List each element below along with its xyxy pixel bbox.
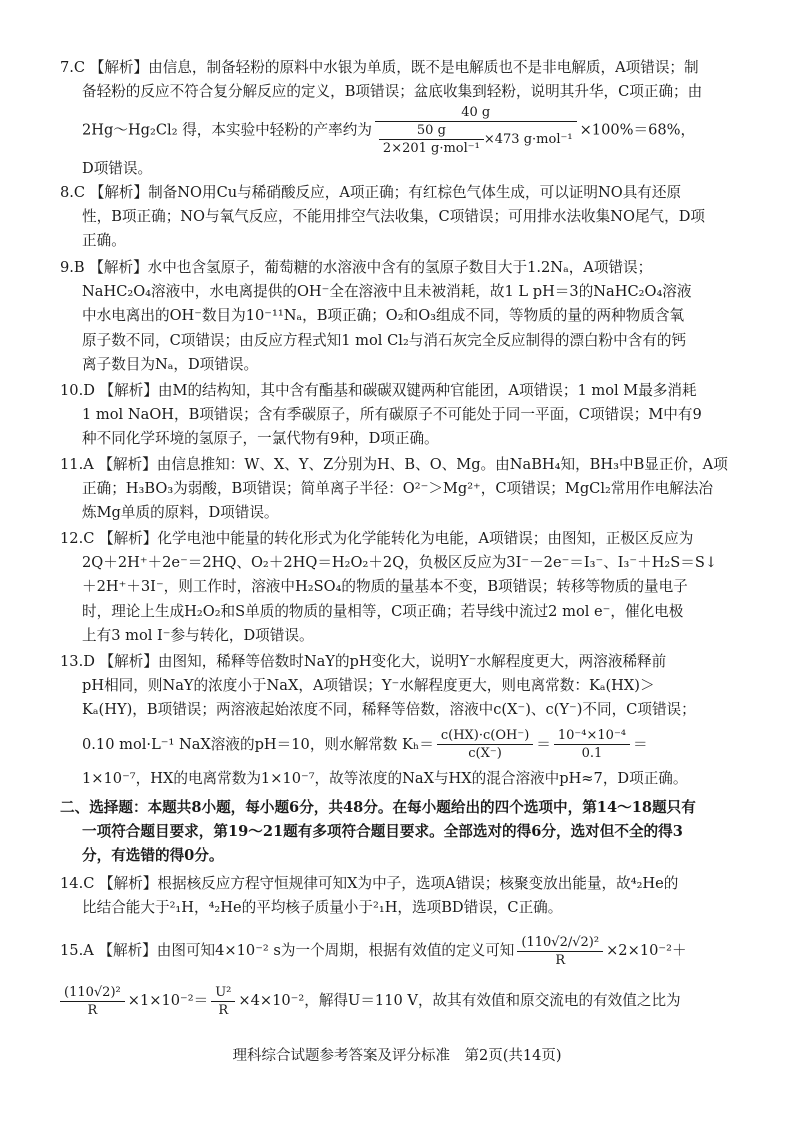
q7-line-4: D项错误。 xyxy=(82,160,153,178)
answer-q8: 8.C 【解析】制备NO用Cu与稀硝酸反应，A项正确；有红棕色气体生成，可以证明NO具有还原 性，B项正确；NO与氧气反应，不能用排空气法收集，C项错误；可用排水法收集NO尾气，D项 正确。 xyxy=(60,184,706,250)
page-footer: 理科综合试题参考答案及评分标准 第2页(共14页) xyxy=(232,1048,562,1064)
answer-q15 xyxy=(60,924,736,1024)
q15-fraction-3: $\frac{\text{U²}}{R}$ xyxy=(211,984,235,1019)
q7-line-2: 备轻粉的反应不符合复分解反应的定义，B项错误；盆底收集到轻粉，说明其升华，C项正确；由 xyxy=(82,83,703,101)
kh-fraction: $\frac{c(HX)\cdot c(OH^-)}{c(X^-)}$ xyxy=(437,727,533,762)
q13-line-4: 0.10 mol·L⁻¹ NaX溶液的pH＝10，则水解常数 Kₕ＝ $\frac{c(HX)\cdot c(OH^-)}{c(X^-)}$ ＝ $\frac{\text{10⁻⁴×10⁻⁴}}{0.1}$ ＝ xyxy=(82,728,648,762)
answer-q13: 13.D 【解析】由图知，稀释等倍数时NaY的pH变化大，说明Y⁻水解程度更大，两溶液稀释前 pH相同，则NaY的浓度小于NaX，A项错误；Y⁻水解程度更大，则电离常数：Kₐ(HX)＞ Kₐ(HY)，B项错误；两溶液起始浓度不同，稀释等倍数，溶液中c(X⁻)、c(Y⁻)不同，C项错误； 0.10 mol·L⁻¹ NaX溶液的pH＝10，则水解常数 Kₕ＝ $\frac{c(HX)\cdot c(OH^-)}{c(X^-)}$ ＝ $\frac{\text{10⁻⁴×10⁻⁴}}{0.1}$ ＝ 1×10⁻⁷，HX的电离常数为1×10⁻⁷，故等浓度的NaX与HX的混合溶液中pH≈7，D项正确。 xyxy=(60,650,736,791)
q15-fraction-2: $\frac{\text{(110√2)²}}{R}$ xyxy=(60,984,125,1019)
section-2-heading: 二、选择题：本题共8小题，每小题6分，共48分。在每小题给出的四个选项中，第14～18题只有 一项符合题目要求，第19～21题有多项符合题目要求。全部选对的得6分，选对但不全的得3 分，有选错的得0分。 xyxy=(60,799,696,865)
q7-line-1: 7.C 【解析】由信息，制备轻粉的原料中水银为单质，既不是电解质也不是非电解质，A项错误；制 xyxy=(60,59,699,76)
answer-q7 xyxy=(60,56,736,182)
q15-line-2: $\frac{\text{(110√2)²}}{R}$ ×1×10⁻²＝ $\frac{\text{U²}}{R}$ ×4×10⁻²，解得U＝110 V，故其有效值和原交流电的有效值之比为 xyxy=(60,978,736,1024)
kh-value-fraction: $\frac{\text{10⁻⁴×10⁻⁴}}{0.1}$ xyxy=(554,727,630,762)
answer-q12: 12.C 【解析】化学电池中能量的转化形式为化学能转化为电能，A项错误；由图知，正极区反应为 2Q＋2H⁺＋2e⁻＝2HQ、O₂＋2HQ＝H₂O₂＋2Q，负极区反应为3I⁻－2e⁻＝I₃⁻、I₃⁻＋H₂S＝S↓ ＋2H⁺＋3I⁻，则工作时，溶液中H₂SO₄的物质的量基本不变，B项错误；转移等物质的量电子 时，理论上生成H₂O₂和S单质的物质的量相等，C项正确；若导线中流过2 mol e⁻，催化电极 上有3 mol I⁻参与转化，D项错误。 xyxy=(60,530,718,644)
q15-fraction-1: $\frac{\text{(110√2/√2)²}}{R}$ xyxy=(517,934,603,969)
answer-q11: 11.A 【解析】由信息推知：W、X、Y、Z分别为H、B、O、Mg。由NaBH₄知，BH₃中B显正价，A项 正确；H₃BO₃为弱酸，B项错误；简单离子半径：O²⁻＞Mg²⁺，C项错误；MgCl₂常用作电解法冶 炼Mg单质的原料，D项错误。 xyxy=(60,456,728,522)
inner-fraction: $\frac{50 g}{\text{2×201 g·mol⁻¹}}$ xyxy=(379,122,484,157)
answer-q14: 14.C 【解析】根据核反应方程守恒规律可知X为中子，选项A错误；核聚变放出能量，故⁴₂He的 比结合能大于²₁H，⁴₂He的平均核子质量小于²₁H，选项BD错误，C正确。 xyxy=(60,875,679,917)
q7-line-3: 2Hg～Hg₂Cl₂ 得，本实验中轻粉的产率约为 40 g $\frac{50 g}{\text{2×201 g·mol⁻¹}}$ ×473 g·mol⁻¹ ×100%＝68%， xyxy=(82,105,696,157)
answer-q10: 10.D 【解析】由M的结构知，其中含有酯基和碳碳双键两种官能团，A项错误；1 mol M最多消耗 1 mol NaOH，B项错误；含有季碳原子，所有碳原子不可能处于同一平面，C项错误；M中有9 种不同化学环境的氢原子，一氯代物有9种，D项正确。 xyxy=(60,382,702,448)
yield-fraction: 40 g $\frac{50 g}{\text{2×201 g·mol⁻¹}}$ ×473 g·mol⁻¹ xyxy=(375,104,577,157)
q15-line-1: 15.A 【解析】由图可知4×10⁻² s为一个周期，根据有效值的定义可知 $\frac{\text{(110√2/√2)²}}{R}$ ×2×10⁻²＋ xyxy=(60,934,687,968)
answer-q9: 9.B 【解析】水中也含氢原子，葡萄糖的水溶液中含有的氢原子数目大于1.2Nₐ，A项错误； NaHC₂O₄溶液中，水电离提供的OH⁻全在溶液中且未被消耗，故1 L pH＝3的NaHC₂O₄溶液 中水电离出的OH⁻数目为10⁻¹¹Nₐ，B项正确；O₂和O₃组成不同，等物质的量的两种物质含氧 原子数不同，C项错误；由反应方程式知1 mol Cl₂与消石灰完全反应制得的漂白粉中含有的钙 离子数目为Nₐ，D项错误。 xyxy=(60,259,692,373)
